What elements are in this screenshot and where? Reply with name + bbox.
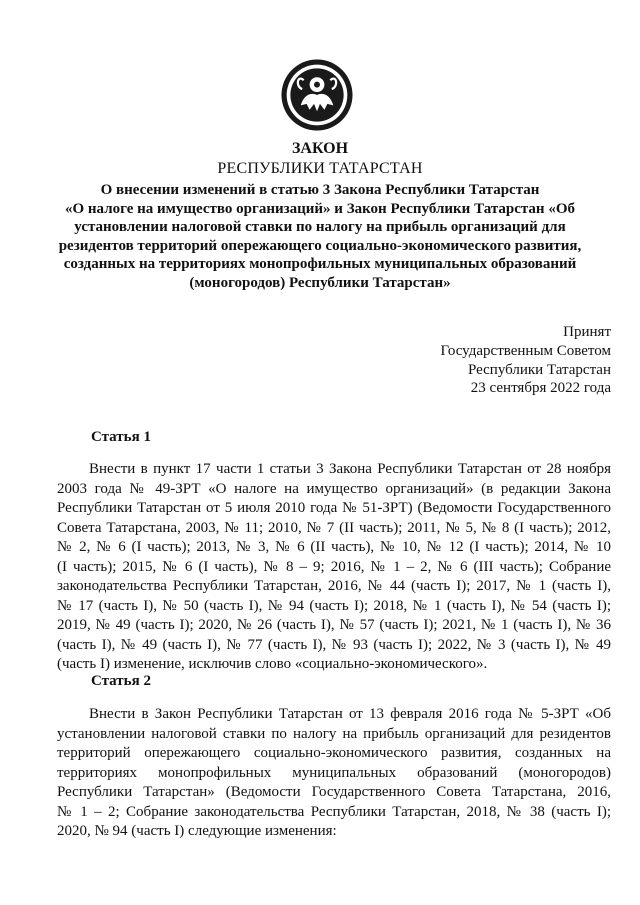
tatarstan-coat-of-arms-emblem xyxy=(280,58,354,132)
law-title-line: установлении налоговой ставки по налогу на прибыль организаций для xyxy=(74,219,566,236)
article-1-line: № 2, № 6 (I часть); 2013, № 3, № 6 (II часть), № 10, № 12 (I часть); 2014, № 10 xyxy=(57,539,611,556)
document-type-heading: ЗАКОН xyxy=(291,140,349,157)
article-2-line: территорий опережающего социально-экономического развития, созданных на xyxy=(57,745,611,762)
article-1-line: (часть I), № 49 (часть I), № 77 (часть I), № 93 (часть I); 2022, № 3 (часть I), № 49 xyxy=(57,636,611,653)
article-2-line: территориях монопрофильных муниципальных образований (моногородов) xyxy=(57,764,611,781)
article-2-line: установлении налоговой ставки по налогу на прибыль организаций для резидентов xyxy=(57,725,611,742)
article-2-line: Внести в Закон Республики Татарстан от 13 февраля 2016 года № 5-ЗРТ «Об xyxy=(89,706,611,722)
article-1-line: 2019, № 49 (часть I); 2020, № 26 (часть I), № 57 (часть I); 2021, № 1 (часть I), № 36 xyxy=(57,617,611,634)
adoption-block xyxy=(441,323,612,398)
law-title-line: резидентов территорий опережающего социально-экономического развития, xyxy=(58,237,582,254)
article-1-heading: Статья 1 xyxy=(91,429,151,445)
article-1-line: № 17 (часть I), № 50 (часть I), № 94 (часть I); 2018, № 1 (часть I), № 54 (часть I); xyxy=(57,597,611,614)
adoption-line: Принят xyxy=(563,324,611,340)
article-2-line: Республики Татарстан» (Ведомости Государственного Совета Татарстана, 2016, xyxy=(57,784,611,801)
adoption-line: Республики Татарстан xyxy=(467,361,611,378)
article-1-line: (часть I) изменение, исключив слово «социально-экономического». xyxy=(57,656,488,673)
article-1-line: Республики Татарстан от 5 июля 2010 года № 51-ЗРТ) (Ведомости Государственного xyxy=(57,500,611,517)
article-2-heading: Статья 2 xyxy=(91,673,151,689)
law-title-line: созданных на территориях монопрофильных муниципальных образований xyxy=(63,256,577,273)
law-title-line: «О налоге на имущество организаций» и Закон Республики Татарстан «Об xyxy=(65,200,575,217)
law-title xyxy=(40,181,600,293)
article-2-text xyxy=(57,705,611,842)
law-title-line: (моногородов) Республики Татарстан» xyxy=(189,274,451,291)
article-2-line: № 1 – 2; Собрание законодательства Республики Татарстан, 2018, № 38 (часть I); xyxy=(57,803,611,820)
adoption-date: 23 сентября 2022 года xyxy=(470,380,611,397)
adoption-line: Государственным Советом xyxy=(440,342,611,359)
article-1-line: Внести в пункт 17 части 1 статьи 3 Закона Республики Татарстан от 28 ноября xyxy=(89,461,611,477)
issuer-heading: РЕСПУБЛИКИ ТАТАРСТАН xyxy=(217,160,423,177)
article-1-line: Совета Татарстана, 2003, № 11; 2010, № 7 (II часть); 2011, № 5, № 8 (I часть); 2012, xyxy=(57,519,611,536)
article-1-line: (I часть); 2015, № 6 (I часть), № 8 – 9; 2016, № 1 – 2, № 6 (III часть); Собрание xyxy=(57,558,611,575)
article-1-line: 2003 года № 49-ЗРТ «О налоге на имущество организаций» (в редакции Закона xyxy=(57,480,611,497)
article-1-line: законодательства Республики Татарстан, 2016, № 44 (часть I); 2017, № 1 (часть I), xyxy=(57,578,611,595)
article-2-line: 2020, № 94 (часть I) следующие изменения: xyxy=(57,823,337,840)
law-title-line: О внесении изменений в статью 3 Закона Республики Татарстан xyxy=(100,182,540,198)
article-1-text xyxy=(57,460,611,675)
